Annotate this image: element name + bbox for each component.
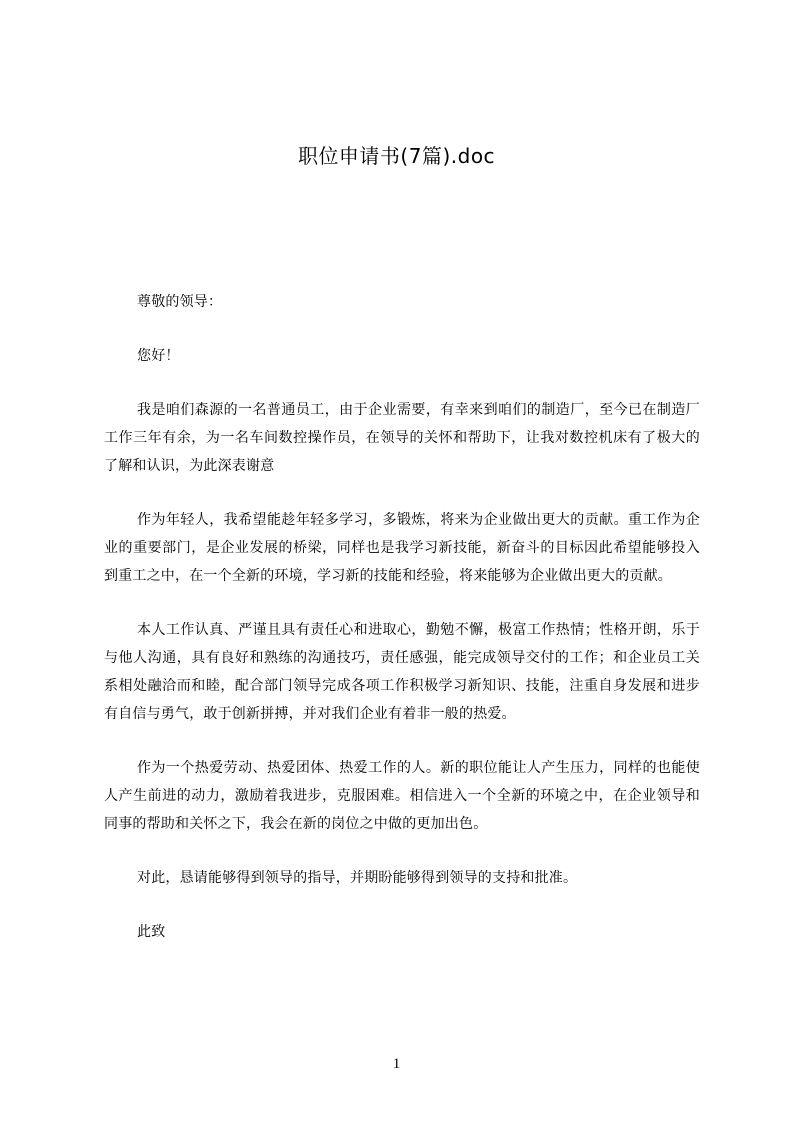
greeting: 您好！	[137, 348, 180, 364]
paragraph-qualities: 本人工作认真、严谨且具有责任心和进取心，勤勉不懈，极富工作热情；性格开朗，乐于与他人沟通，具有良好和熟练的沟通技巧，责任感强，能完成领导交付的工作；和企业员工关系相处融洽而和睦，配合部门领导完成各项工作积极学习新知识、技能，注重自身发展和进步有自信与勇气，敢于创新拼搏，并对我们企业有着非一般的热爱。	[104, 622, 700, 722]
document-body	[104, 288, 700, 972]
paragraph-motivation: 作为年轻人，我希望能趁年轻多学习，多锻炼，将来为企业做出更大的贡献。重工作为企业的重要部门，是企业发展的桥梁，同样也是我学习新技能，新奋斗的目标因此希望能够投入到重工之中，在一个全新的环境，学习新的技能和经验，将来能够为企业做出更大的贡献。	[104, 512, 700, 584]
salutation: 尊敬的领导：	[137, 294, 223, 310]
paragraph-commitment: 作为一个热爱劳动、热爱团体、热爱工作的人。新的职位能让人产生压力，同样的也能使人产生前进的动力，激励着我进步，克服困难。相信进入一个全新的环境之中，在企业领导和同事的帮助和关怀之下，我会在新的岗位之中做的更加出色。	[104, 760, 700, 832]
paragraph-request: 对此，恳请能够得到领导的指导，并期盼能够得到领导的支持和批准。	[137, 870, 578, 886]
paragraph-introduction: 我是咱们森源的一名普通员工，由于企业需要，有幸来到咱们的制造厂，至今已在制造厂工作三年有余，为一名车间数控操作员，在领导的关怀和帮助下，让我对数控机床有了极大的了解和认识，为此深表谢意	[104, 402, 700, 474]
closing: 此致	[137, 924, 166, 940]
document-title: 职位申请书(7篇).doc	[297, 144, 496, 168]
page-number: 1	[392, 1056, 401, 1072]
